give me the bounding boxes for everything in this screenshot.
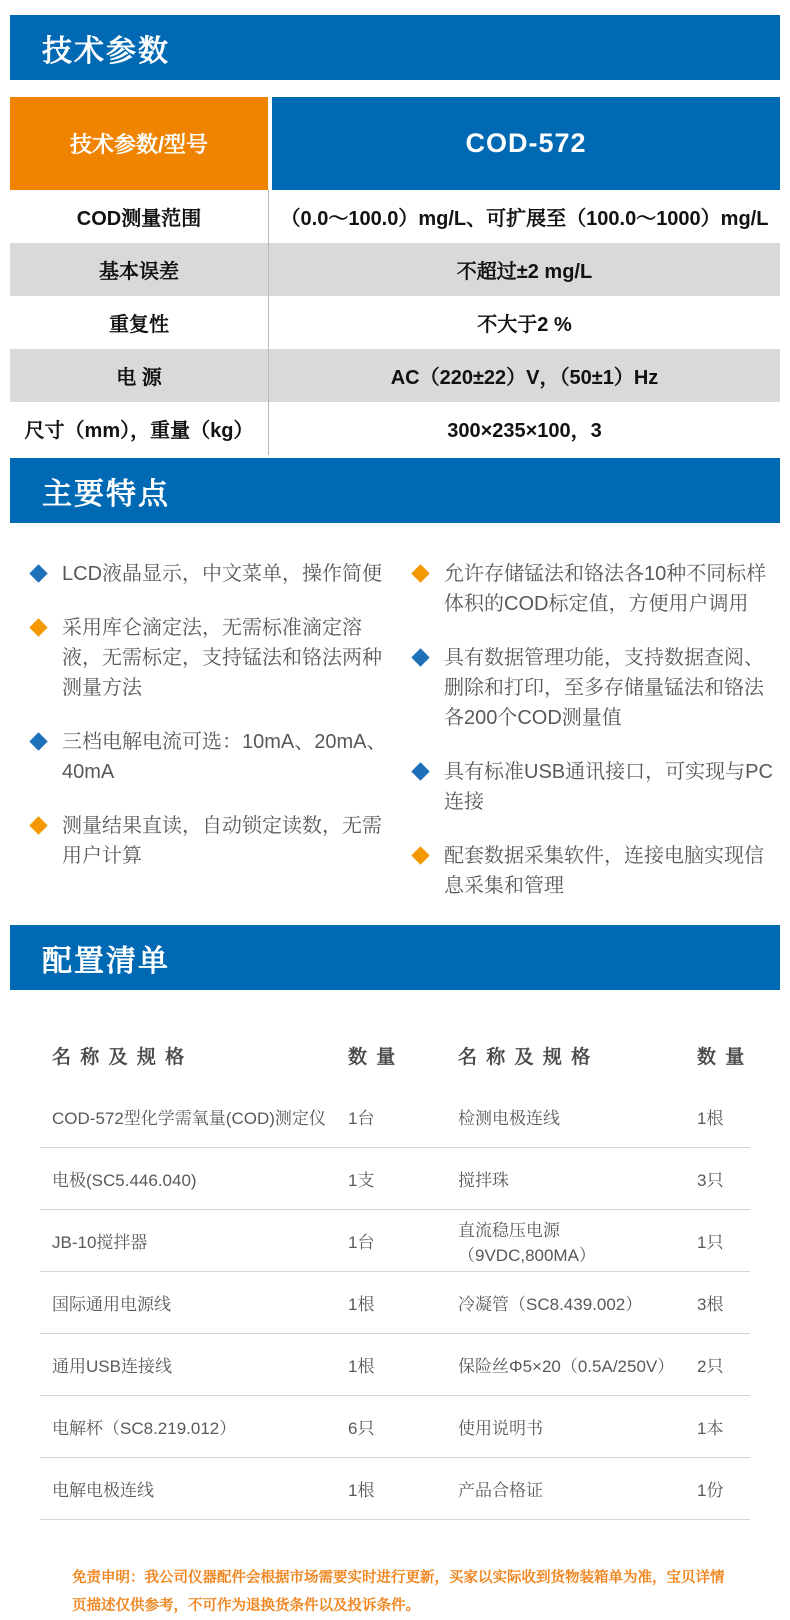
config-item-qty: 1支: [348, 1171, 375, 1190]
feature-item: [410, 757, 780, 817]
diamond-bullet-icon: [411, 846, 429, 864]
section-title-tech-params: [10, 15, 780, 80]
feature-text: 配套数据采集软件，连接电脑实现信息采集和管理: [444, 845, 764, 897]
config-header-qty1: 数 量: [348, 1046, 398, 1068]
config-item-name: 使用说明书: [458, 1419, 543, 1438]
config-header-qty2: 数 量: [697, 1046, 747, 1068]
section-title-tech-params-label: 技术参数: [42, 34, 170, 68]
config-item-name: 产品合格证: [458, 1481, 543, 1500]
diamond-bullet-icon: [29, 564, 47, 582]
config-item-name: COD-572型化学需氧量(COD)测定仪: [52, 1109, 326, 1128]
spec-header-label-cell: 技术参数/型号: [10, 97, 268, 190]
spec-header-model-cell: COD-572: [272, 97, 780, 190]
config-row: [40, 1334, 750, 1396]
diamond-bullet-icon: [29, 732, 47, 750]
config-item-name: 检测电极连线: [458, 1109, 560, 1128]
section-title-features-label: 主要特点: [42, 477, 170, 511]
config-item-name: 电极(SC5.446.040): [52, 1171, 197, 1190]
spec-row-label: 重复性: [10, 296, 269, 349]
config-item-qty: 1只: [697, 1233, 724, 1252]
config-item-qty: 3只: [697, 1171, 724, 1190]
features-list: [0, 523, 790, 925]
config-item-name: 保险丝Φ5×20（0.5A/250V）: [458, 1357, 675, 1376]
feature-text: 具有标准USB通讯接口，可实现与PC连接: [444, 761, 773, 813]
config-item-qty: 1台: [348, 1233, 375, 1252]
spec-table: [10, 97, 780, 455]
spec-row-repeatability: [10, 296, 780, 349]
config-item-qty: 1根: [348, 1481, 375, 1500]
spec-row-value: 300×235×100，3: [447, 420, 602, 442]
feature-text: 测量结果直读，自动锁定读数，无需用户计算: [62, 815, 382, 867]
config-item-qty: 1份: [697, 1481, 724, 1500]
feature-item: [410, 643, 780, 733]
config-item-name: 冷凝管（SC8.439.002）: [458, 1295, 643, 1314]
feature-item: [28, 613, 390, 703]
spec-row-dimensions-weight: [10, 402, 780, 455]
spec-row-value: AC（220±22）V，（50±1）Hz: [390, 367, 659, 389]
config-item-qty: 1根: [348, 1357, 375, 1376]
feature-item: [28, 727, 390, 787]
config-item-qty: 1根: [697, 1109, 724, 1128]
features-right-column: [404, 559, 780, 925]
config-header-name2: 名 称 及 规 格: [458, 1046, 593, 1068]
config-item-name: 搅拌珠: [458, 1171, 509, 1190]
config-row: [40, 1458, 750, 1520]
feature-text: 采用库仑滴定法，无需标准滴定溶液，无需标定，支持锰法和铬法两种测量方法: [62, 617, 382, 699]
spec-row-power: [10, 349, 780, 402]
config-item-qty: 1根: [348, 1295, 375, 1314]
feature-text: LCD液晶显示，中文菜单，操作简便: [62, 563, 383, 585]
spec-row-label: 电 源: [10, 349, 269, 402]
section-title-config-list: [10, 925, 780, 990]
config-item-name: 电解电极连线: [52, 1481, 154, 1500]
feature-text: 允许存储锰法和铬法各10种不同标样体积的COD标定值，方便用户调用: [444, 563, 767, 615]
spec-row-value: （0.0～100.0）mg/L、可扩展至（100.0～1000）mg/L: [280, 208, 769, 230]
feature-text: 具有数据管理功能，支持数据查阅、删除和打印，至多存储量锰法和铬法各200个COD测量值: [444, 647, 764, 729]
disclaimer-text: 免责申明：我公司仪器配件会根据市场需要实时进行更新，买家以实际收到货物装箱单为准，宝贝详情页描述仅供参考，不可作为退换货条件以及投诉条件。: [72, 1570, 725, 1614]
diamond-bullet-icon: [411, 648, 429, 666]
config-item-name: 通用USB连接线: [52, 1357, 172, 1376]
spec-row-basic-error: [10, 243, 780, 296]
product-spec-page: [0, 15, 790, 1614]
config-item-qty: 3根: [697, 1295, 724, 1314]
config-row: [40, 1086, 750, 1148]
diamond-bullet-icon: [411, 564, 429, 582]
spec-row-cod-range: [10, 190, 780, 243]
spec-row-label: COD测量范围: [10, 190, 269, 243]
section-title-features: [10, 458, 780, 523]
feature-item: [28, 559, 390, 589]
diamond-bullet-icon: [29, 618, 47, 636]
diamond-bullet-icon: [411, 762, 429, 780]
spec-table-header: [10, 97, 780, 190]
config-item-qty: 1台: [348, 1109, 375, 1128]
spec-row-value: 不大于2 %: [477, 314, 572, 336]
spec-row-label: 尺寸（mm），重量（kg）: [10, 402, 269, 455]
diamond-bullet-icon: [29, 816, 47, 834]
config-item-qty: 6只: [348, 1419, 375, 1438]
config-item-qty: 1本: [697, 1419, 724, 1438]
config-item-qty: 2只: [697, 1357, 724, 1376]
config-item-name: JB-10搅拌器: [52, 1233, 148, 1252]
config-row: [40, 1210, 750, 1272]
feature-text: 三档电解电流可选：10mA、20mA、40mA: [62, 731, 387, 783]
section-title-config-list-label: 配置清单: [42, 944, 170, 978]
config-row: [40, 1272, 750, 1334]
spec-row-value: 不超过±2 mg/L: [456, 261, 593, 283]
config-item-name: 电解杯（SC8.219.012）: [52, 1419, 237, 1438]
feature-item: [410, 841, 780, 901]
config-list-header: [40, 1034, 750, 1076]
features-left-column: [28, 559, 404, 925]
config-header-name1: 名 称 及 规 格: [52, 1046, 187, 1068]
config-list-table: [40, 1034, 750, 1520]
config-item-name: 国际通用电源线: [52, 1295, 171, 1314]
feature-item: [410, 559, 780, 619]
spec-row-label: 基本误差: [10, 243, 269, 296]
feature-item: [28, 811, 390, 871]
config-item-name: 直流稳压电源（9VDC,800MA）: [458, 1220, 596, 1265]
config-row: [40, 1396, 750, 1458]
config-row: [40, 1148, 750, 1210]
